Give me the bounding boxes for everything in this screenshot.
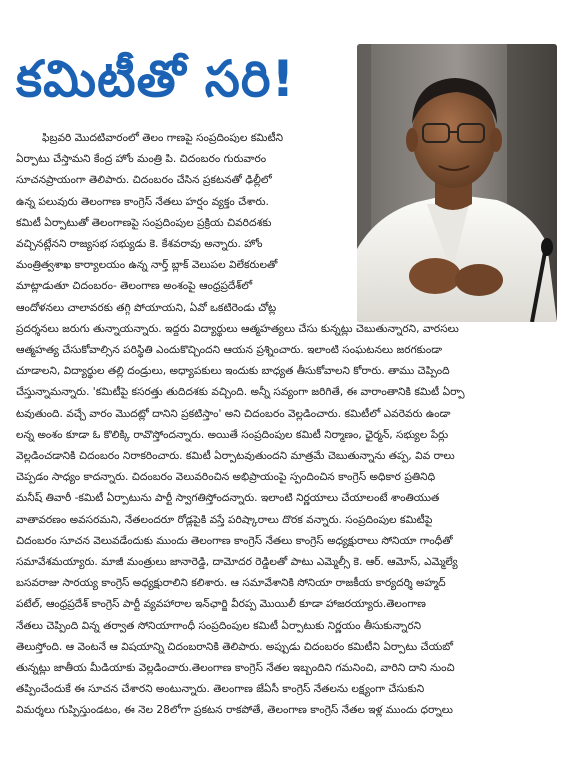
article-line: ఆందోళనలు చాలావరకు తగ్గి పోయాయని, ఏవో ఒకటిరెండు చోట్ల bbox=[16, 301, 277, 314]
article-line: వెల్లడించడానికి చిదంబరం నిరాకరించారు. కమిటీ ఏర్పాటవుతుందని మాత్రమే చెబుతున్నాను తప్ప, వివ రాలు bbox=[16, 450, 455, 463]
article-line: చూడాలని, విద్యార్థుల తల్లి దండ్రులు, అధ్యాపకులు ఇందుకు బాధ్యత తీసుకోవాలని కోరారు. తాము చెప్పింది bbox=[16, 365, 450, 378]
article-line: టవుతుంది. వచ్చే వారం మొదట్లో దానిని ప్రకటిస్తాం' అని చిదంబరం వెల్లడించారు. కమిటీలో ఎవరెవరు ఉండా bbox=[16, 407, 451, 420]
article-line: ఆత్మహత్య చేసుకోవాల్సిన పరిస్థితి ఎందుకొచ్చిందని ఆయన ప్రశ్నించారు. ఇలాంటి సంఘటనలు జరగకుండా bbox=[16, 344, 443, 357]
article-body bbox=[16, 128, 562, 722]
article-line: ప్రదర్శనలు జరుగు తున్నాయన్నారు. ఇద్దరు విద్యార్థులు ఆత్మహత్యలు చేసు కున్నట్లు చెబుతున్నారని, వారసలు bbox=[16, 322, 459, 335]
article-line: పటేల్, ఆంధ్రప్రదేశ్ కాంగ్రెస్ పార్టీ వ్యవహారాల ఇన్‌ఛార్జి వీరప్ప మొయిలీ కూడా హాజరయ్యారు.తెలంగాణ bbox=[16, 598, 426, 611]
article-line: సమావేశమయ్యారు. మాజీ మంత్రులు జానారెడ్డి, దామోదర రెడ్డిలతో పాటు ఎమ్మెల్సీ కె. ఆర్. ఆమోస్, ఎమ్మెల్యే bbox=[16, 556, 458, 569]
article-line: నేతలు చెప్పింది విన్న తర్వాత సోనియాగాంధీ సంప్రదింపుల కమిటీ ఏర్పాటుకు నిర్ణయం తీసుకున్నారని bbox=[16, 619, 422, 632]
article-line: చిదంబరం సూచన వెలువడేందుకు ముందు తెలంగాణ కాంగ్రెస్ నేతలు కాంగ్రెస్ అధ్యక్షురాలు సోనియా గాంధీతో bbox=[16, 534, 453, 547]
article-line: మాట్లాడుతూ చిదంబరం- తెలంగాణ అంశంపై ఆంధ్రప్రదేశ్‌లో bbox=[16, 280, 253, 293]
article-line: చేస్తున్నామన్నారు. 'కమిటీపై కసరత్తు తుదిదశకు వచ్చింది. అన్నీ సవ్యంగా జరిగితే, ఈ వారాంతానికి కమిటీ ఏర్పా bbox=[16, 386, 465, 399]
headline: కమిటీతో సరి! bbox=[16, 50, 296, 108]
article-line: మంత్రిత్వశాఖ కార్యాలయం ఉన్న నార్త్ బ్లాక్ వెలుపల విలేకరులతో bbox=[16, 259, 278, 272]
article-line: తున్నట్లు జాతీయ మీడియాకు వెల్లడించారు.తెలంగాణ కాంగ్రెస్ నేతల ఇబ్బందిని గమనించి, వారిని దాని నుంచి bbox=[16, 662, 455, 675]
article-line: కమిటీ ఏర్పాటుతో తెలంగాణపై సంప్రదింపుల ప్రక్రియ చివరిదశకు bbox=[16, 216, 272, 229]
article-line: తెలుస్తోంది. ఆ వెంటనే ఆ విషయాన్ని చిదంబరానికి తెలిపారు. అప్పుడు చిదంబరం కమిటీని ఏర్పాటు చేయబో bbox=[16, 640, 453, 653]
article-line: సూచనప్రాయంగా తెలిపారు. చిదంబరం చేసిన ప్రకటనతో ఢిల్లీలో bbox=[16, 174, 272, 187]
article-column-narrow bbox=[16, 128, 352, 319]
article-line: తప్పించేందుకే ఈ సూచన చేశారని అంటున్నారు. తెలంగాణ జేఏసీ కాంగ్రెస్ నేతలను లక్ష్యంగా చేసుకుని bbox=[16, 683, 425, 696]
article-line: బసవరాజు సారయ్య కాంగ్రెస్ అధ్యక్షురాలిని కలిశారు. ఆ సమావేశానికి సోనియా రాజకీయ కార్యదర్శి అహ్మద్ bbox=[16, 577, 446, 590]
article-line: ఉన్న పలువురు తెలంగాణ కాంగ్రెస్ నేతలు హర్షం వ్యక్తం చేశారు. bbox=[16, 195, 269, 208]
article-line: ఫిబ్రవరి మొదటివారంలో తెలం గాణపై సంప్రదింపుల కమిటీని bbox=[42, 132, 284, 144]
article-line: ఏర్పాటు చేస్తామని కేంద్ర హోం మంత్రి పి. చిదంబరం గురువారం bbox=[16, 153, 267, 166]
article-line: వచ్చినట్లేనని రాజ్యసభ సభ్యుడు కె. కేశవరావు అన్నారు. హోం bbox=[16, 238, 263, 251]
article-column-full bbox=[16, 319, 562, 722]
article-line: వాతావరణం అవసరమని, నేతలందరూ రోడ్లపైకి వస్తే పరిష్కారాలు దొరక వన్నారు. సంప్రదింపుల కమిటీపై bbox=[16, 513, 433, 526]
article-line: మనీష్ తివారీ -కమిటీ ఏర్పాటును పార్టీ స్వాగతిస్తోందన్నారు. ఇలాంటి నిర్ణయాలు చేయాలంటే శాంతియుత bbox=[16, 492, 440, 505]
article-line: చెప్పడం సాధ్యం కాదన్నారు. చిదంబరం వెలువరించిన అభిప్రాయంపై స్పందించిన కాంగ్రెస్ అధికార ప్రతినిధి bbox=[16, 471, 436, 484]
article-line: లన్న అంశం కూడా ఓ కొలిక్కి రావొస్తోందన్నారు. అయితే సంప్రదింపుల కమిటీ నిర్మాణం, ఛైర్మన్, సభ్యుల పేర్లు bbox=[16, 428, 449, 441]
article-line: విమర్శలు గుప్పిస్తుండటం, ఈ నెల 28లోగా ప్రకటన రాకపోతే, తెలంగాణ కాంగ్రెస్ నేతల ఇళ్ల ముందు ధర్నాలు bbox=[16, 704, 453, 717]
